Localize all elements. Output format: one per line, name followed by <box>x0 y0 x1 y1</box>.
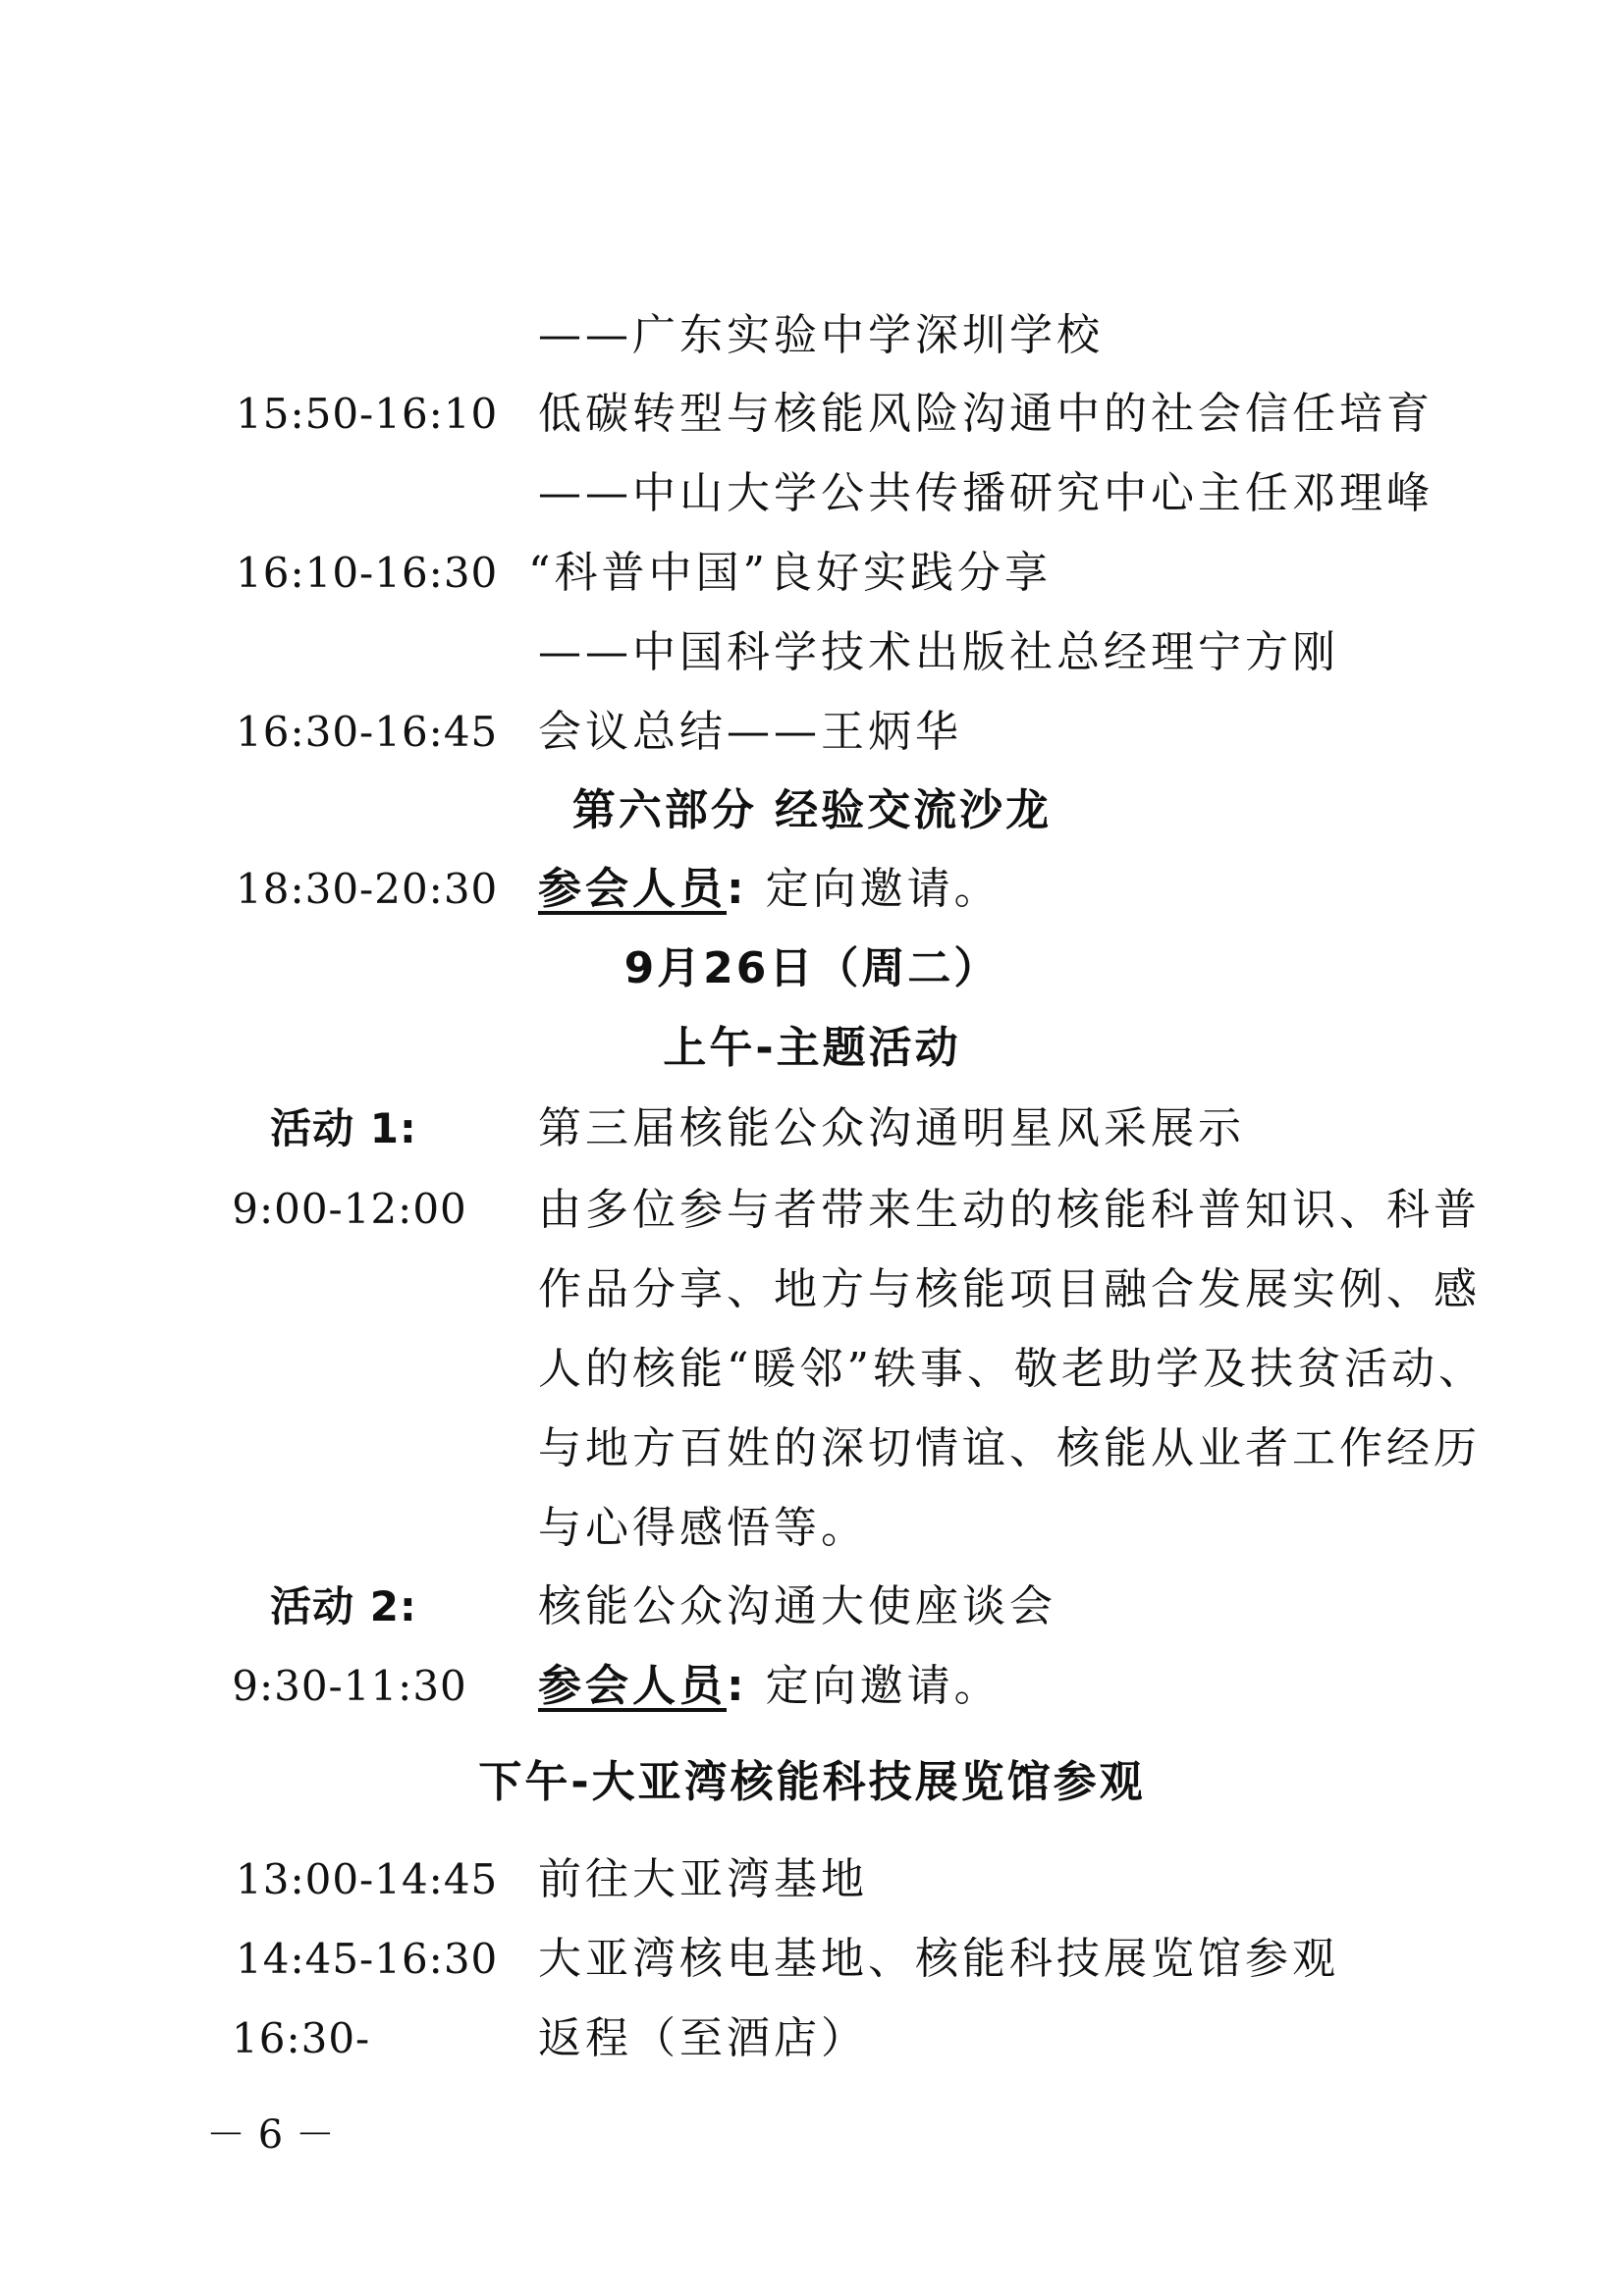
description-line: 人的核能“暖邻”轶事、敬老助学及扶贫活动、 <box>538 1344 1486 1394</box>
session-title: 返程（至酒店） <box>538 2013 868 2063</box>
attendee-colon: : <box>727 864 748 914</box>
attendee-value: 定向邀请。 <box>747 1661 1001 1711</box>
attendee-line <box>538 850 1422 929</box>
description-line: 与地方百姓的深切情谊、核能从业者工作经历 <box>538 1423 1481 1473</box>
speaker-line: ——广东实验中学深圳学校 <box>538 310 1104 360</box>
agenda-row <box>0 454 1624 533</box>
session-title: 大亚湾核电基地、核能科技展览馆参观 <box>538 1934 1339 1984</box>
session-title: 会议总结——王炳华 <box>538 707 962 757</box>
agenda-row <box>0 2000 1624 2078</box>
time-slot: 16:30-16:45 <box>236 708 499 756</box>
activity-description <box>538 1170 1486 1568</box>
session-title: 前往大亚湾基地 <box>538 1854 868 1904</box>
agenda-row <box>0 296 1624 375</box>
activity-label: 活动 2: <box>270 1582 417 1630</box>
speaker-line: ——中山大学公共传播研究中心主任邓理峰 <box>538 468 1434 518</box>
agenda-row <box>0 850 1624 929</box>
attendee-colon: : <box>727 1661 748 1711</box>
time-slot: 9:00-12:00 <box>232 1185 467 1233</box>
activity-title: 第三届核能公众沟通明星风采展示 <box>538 1103 1245 1153</box>
agenda-row <box>0 375 1624 454</box>
time-slot: 16:10-16:30 <box>236 549 499 597</box>
date-heading: 9月26日（周二） <box>623 943 1001 993</box>
attendee-label: 参会人员 <box>538 864 727 914</box>
agenda-row <box>0 534 1624 613</box>
agenda-row <box>0 1841 1624 1919</box>
description-line: 由多位参与者带来生动的核能科普知识、科普 <box>538 1185 1481 1235</box>
morning-heading: 上午-主题活动 <box>663 1023 961 1073</box>
session-title: 低碳转型与核能风险沟通中的社会信任培育 <box>538 389 1434 439</box>
description-line: 与心得感悟等。 <box>538 1503 868 1553</box>
attendee-line <box>538 1647 1422 1726</box>
agenda-row <box>0 693 1624 772</box>
time-slot: 9:30-11:30 <box>232 1662 467 1710</box>
page-number: － 6 － <box>206 2112 335 2158</box>
description-line: 作品分享、地方与核能项目融合发展实例、感 <box>538 1264 1481 1314</box>
session-title: “科普中国”良好实践分享 <box>528 548 1052 598</box>
time-slot: 14:45-16:30 <box>236 1935 499 1983</box>
time-slot: 18:30-20:30 <box>236 865 499 913</box>
agenda-row <box>0 1920 1624 1999</box>
agenda-row <box>0 1647 1624 1726</box>
time-slot: 13:00-14:45 <box>236 1855 499 1903</box>
afternoon-heading: 下午-大亚湾核能科技展览馆参观 <box>478 1757 1146 1807</box>
time-slot: 16:30- <box>232 2014 371 2062</box>
agenda-row <box>0 614 1624 692</box>
agenda-row <box>0 1568 1624 1646</box>
attendee-value: 定向邀请。 <box>747 864 1001 914</box>
activity-label: 活动 1: <box>270 1104 417 1152</box>
agenda-row <box>0 1090 1624 1168</box>
section-heading: 第六部分 经验交流沙龙 <box>571 785 1053 835</box>
time-slot: 15:50-16:10 <box>236 390 499 438</box>
speaker-line: ——中国科学技术出版社总经理宁方刚 <box>538 627 1339 677</box>
activity-title: 核能公众沟通大使座谈会 <box>538 1581 1056 1631</box>
attendee-label: 参会人员 <box>538 1661 727 1711</box>
